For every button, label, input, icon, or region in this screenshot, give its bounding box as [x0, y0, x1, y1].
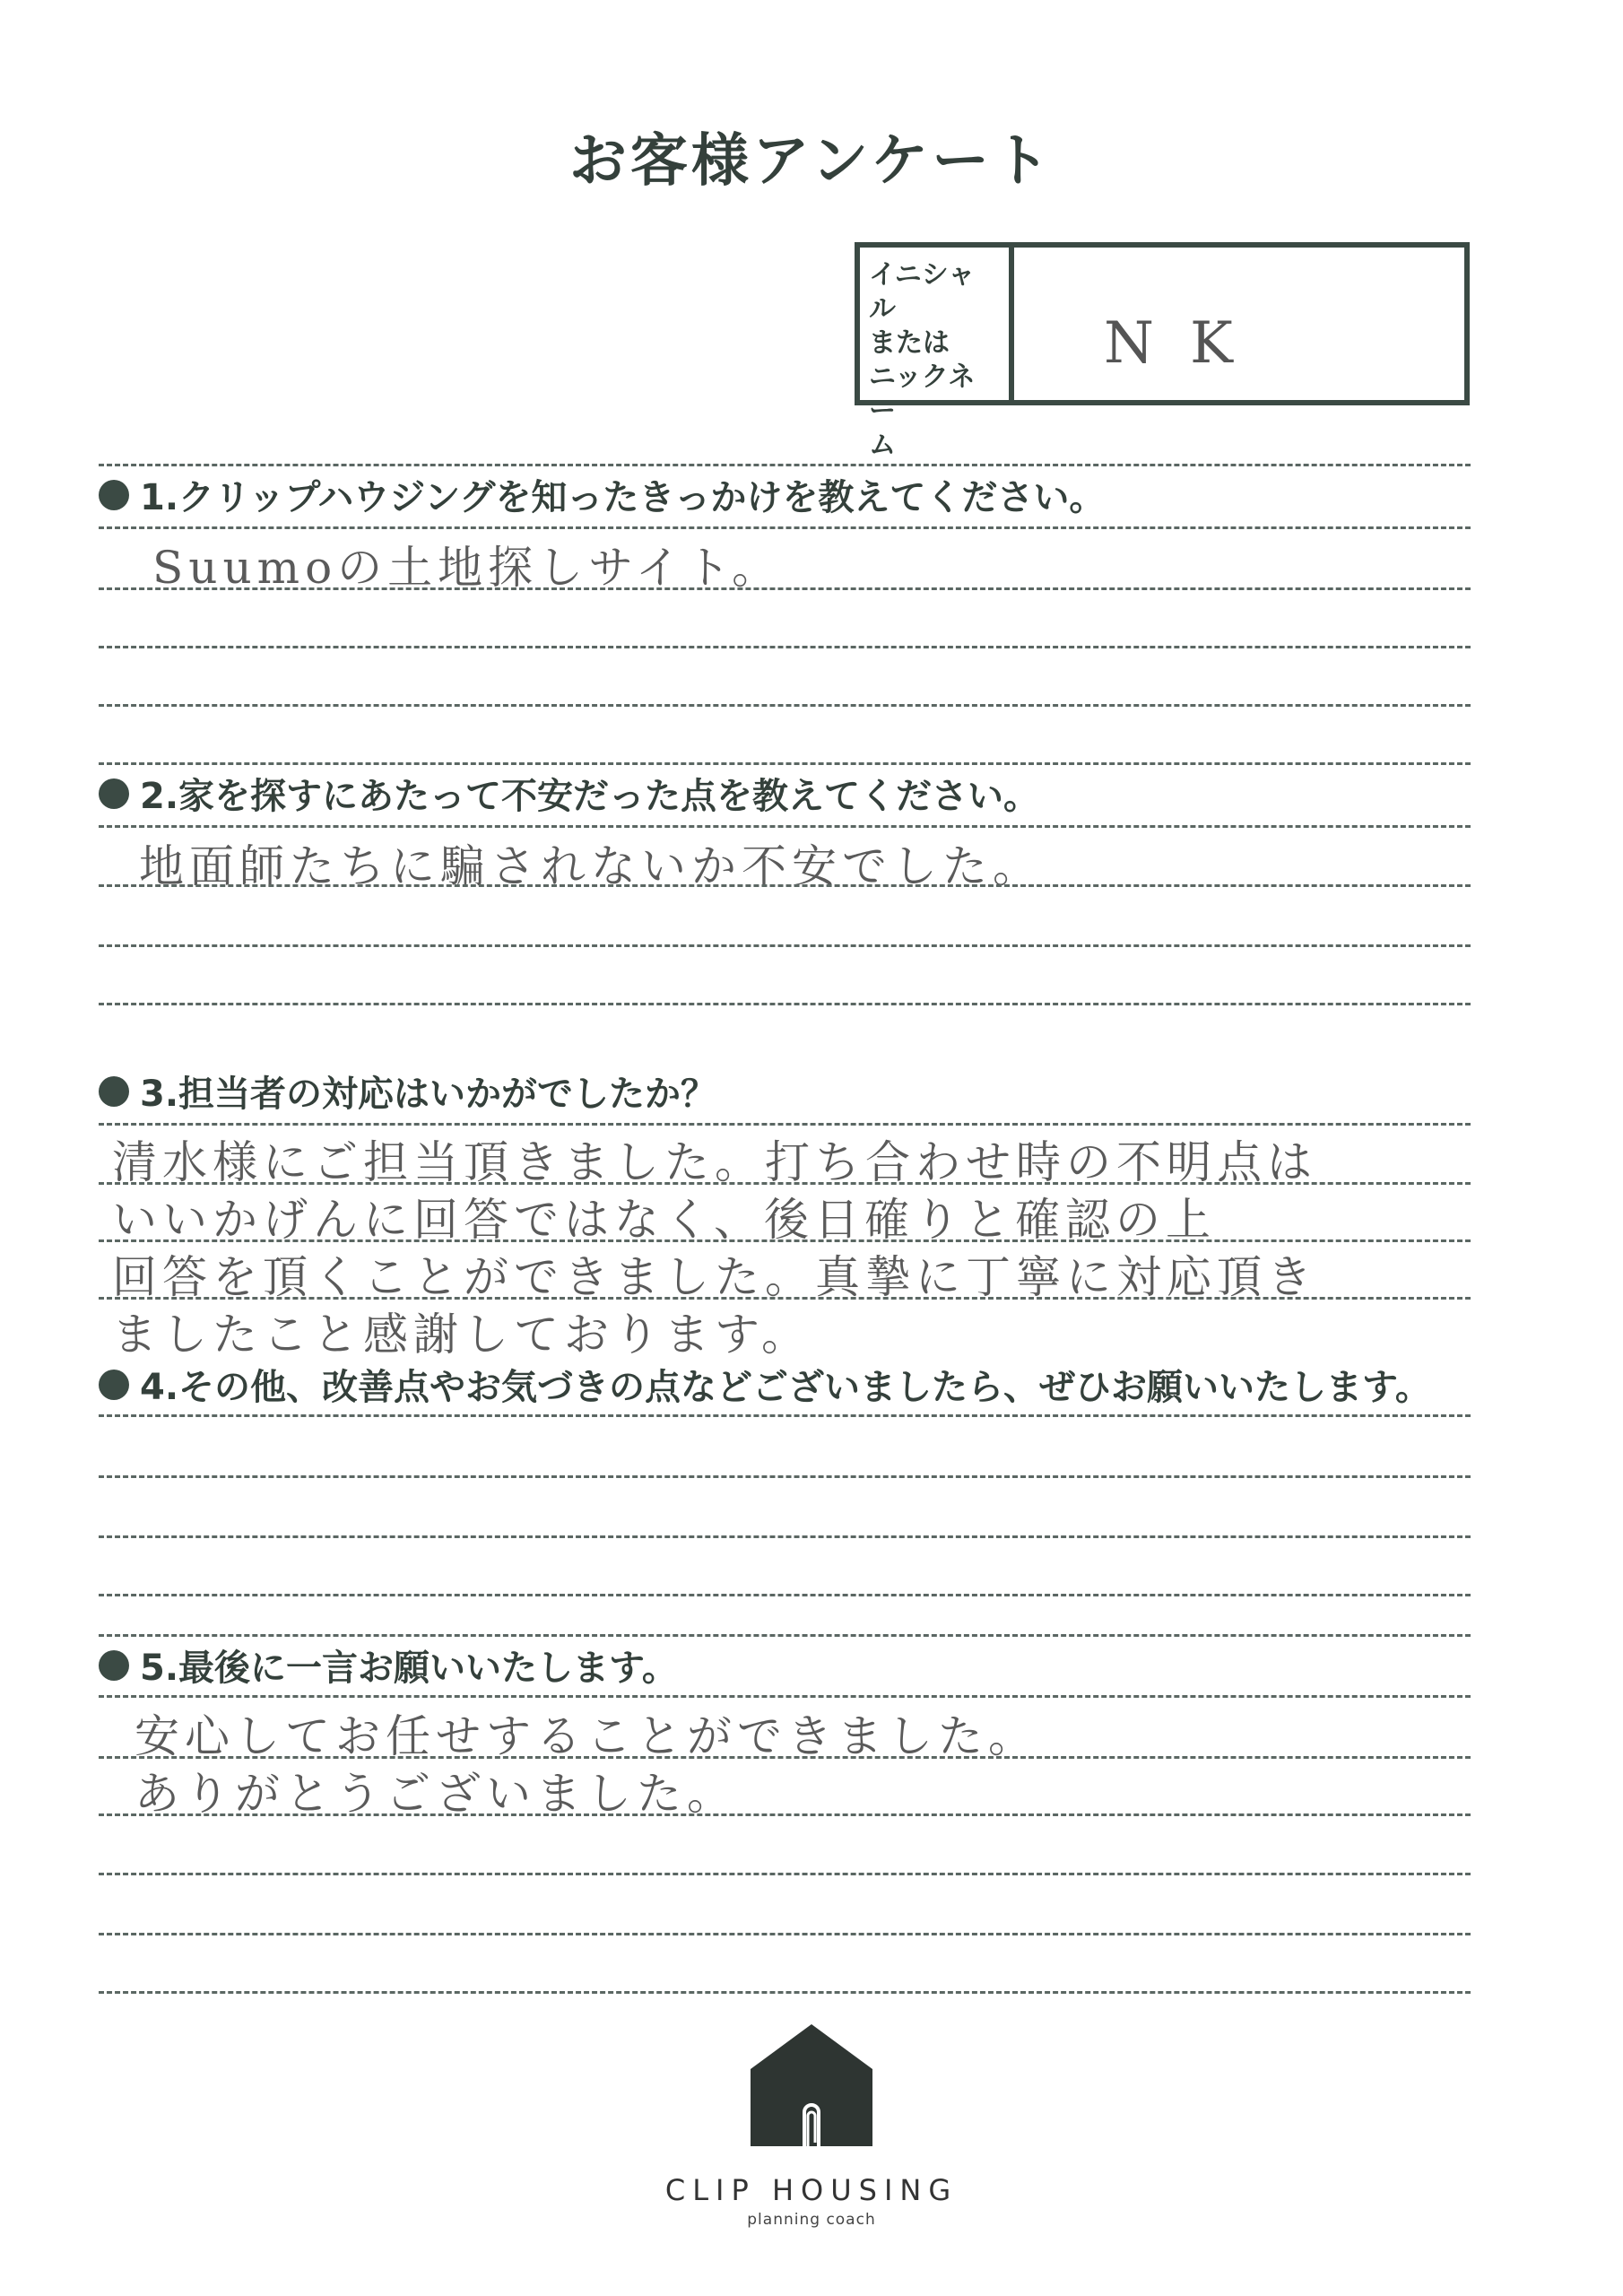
rule-line [99, 1535, 1471, 1538]
rule-line [99, 1933, 1471, 1935]
nickname-label-line: または [869, 327, 950, 359]
brand-name: CLIP HOUSING [664, 2173, 959, 2207]
question-label: 5.最後に一言お願いいたします。 [140, 1648, 678, 1689]
answer-line: 清水様にご担当頂きました。打ち合わせ時の不明点は [112, 1136, 1317, 1188]
rule-line [99, 944, 1471, 947]
bullet-icon [99, 1076, 129, 1107]
rule-line [99, 1594, 1471, 1596]
nickname-value-cell [1014, 248, 1464, 400]
question-section-1 [99, 453, 1471, 709]
answer-line: 地面師たちに騙されないか不安でした。 [139, 840, 1043, 892]
question-heading [99, 768, 1039, 819]
nickname-label-line: イニシャル [869, 259, 976, 325]
rule-line [99, 1695, 1471, 1698]
answer-line: 回答を頂くことができました。真摯に丁寧に対応頂き [112, 1251, 1317, 1303]
bullet-icon [99, 1650, 129, 1681]
nickname-label-line: ム [869, 430, 896, 461]
rule-line [99, 1297, 1471, 1300]
nickname-label-line: ニックネー [869, 361, 976, 427]
question-section-3 [99, 1049, 1471, 1372]
rule-line [99, 1813, 1471, 1816]
bullet-icon [99, 480, 129, 510]
answer-text [152, 532, 1524, 594]
rule-line [99, 1182, 1471, 1185]
nickname-label [860, 248, 1014, 461]
question-label: 3.担当者の対応はいかがでしたか？ [140, 1074, 717, 1115]
page-title: お客様アンケート [568, 128, 1055, 195]
question-heading [99, 1065, 716, 1117]
answer-line: ありがとうございました。 [135, 1768, 737, 1820]
question-heading [99, 1639, 678, 1691]
rule-line [99, 884, 1471, 887]
nickname-value: NK [1104, 310, 1269, 377]
brand-tagline: planning coach [747, 2211, 876, 2229]
answer-line: Suumoの土地探しサイト。 [152, 542, 783, 594]
rule-line [99, 762, 1471, 765]
answer-line: 安心してお任せすることができました。 [135, 1710, 1038, 1762]
rule-line [99, 1239, 1471, 1242]
bullet-icon [99, 778, 129, 809]
rule-line [99, 825, 1471, 828]
question-section-4 [99, 1350, 1471, 1619]
rule-line [99, 1873, 1471, 1875]
rule-line [99, 1756, 1471, 1759]
question-heading [99, 1359, 1431, 1410]
rule-line [99, 1475, 1471, 1478]
rule-line [99, 646, 1471, 648]
question-section-5 [99, 1623, 1471, 2009]
house-icon [749, 2022, 874, 2148]
answer-line: いいかげんに回答ではなく、後日確りと確認の上 [112, 1194, 1216, 1246]
answer-line: ましたこと感謝しております。 [112, 1309, 812, 1361]
rule-line [99, 704, 1471, 707]
rule-line [99, 1634, 1471, 1637]
nickname-box [855, 242, 1470, 461]
rule-line [99, 464, 1471, 466]
rule-line [99, 587, 1471, 590]
bullet-icon [99, 1370, 129, 1400]
answer-text [139, 831, 1511, 892]
question-label: 1.クリップハウジングを知ったきっかけを教えてください。 [140, 477, 1106, 518]
question-label: 2.家を探すにあたって不安だった点を教えてください。 [140, 776, 1040, 817]
rule-line [99, 526, 1471, 529]
question-section-2 [99, 752, 1471, 1021]
question-heading [99, 469, 1105, 520]
brand-logo [628, 2022, 995, 2229]
question-label: 4.その他、改善点やお気づきの点などございましたら、ぜひお願いいたします。 [140, 1367, 1431, 1408]
rule-line [99, 1991, 1471, 1994]
rule-line [99, 1123, 1471, 1126]
rule-line [99, 1414, 1471, 1417]
rule-line [99, 1003, 1471, 1005]
